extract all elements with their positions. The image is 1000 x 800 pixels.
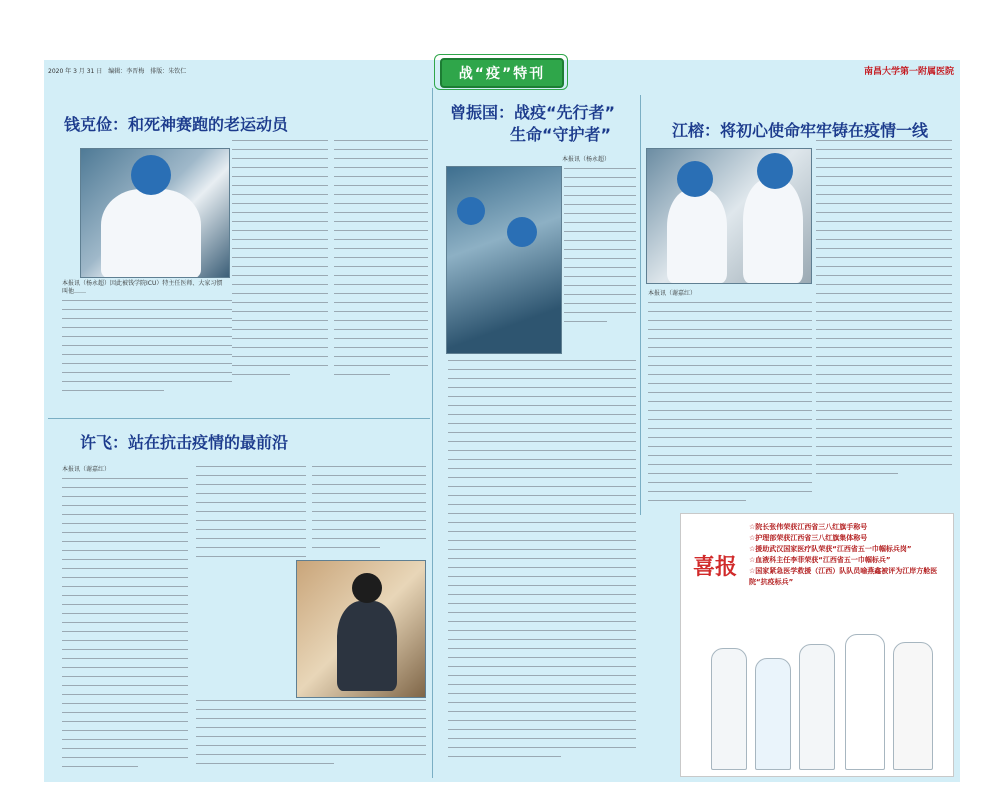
good-news-item: ☆援助武汉国家医疗队荣获“江西省五一巾帼标兵岗” [749,545,912,553]
article-3-text-col2 [448,360,636,774]
good-news-list [749,522,949,588]
divider-left [48,418,430,419]
article-1-text [62,300,232,410]
article-2-text [62,478,188,778]
article-3-title-2: 生命“守护者” [510,125,612,144]
article-2-text-col4 [196,700,426,776]
article-4-text [816,140,952,510]
good-news-box [680,513,954,777]
doctor-illustration [845,634,885,770]
good-news-item: ☆护理部荣获江西省三八红旗集体称号 [749,534,868,542]
article-4-byline: 本报讯（谢嘉红） [648,290,697,297]
article-1-text-col2 [232,140,328,410]
nurse-illustration [711,648,747,770]
good-news-title: 喜报 [693,554,738,580]
nurse-illustration [799,644,835,770]
article-2-photo [296,560,426,698]
nurse-illustration [755,658,791,770]
article-3-photo [446,166,562,354]
article-3-title-1: 曾振国：战疫“先行者” [450,103,616,122]
article-1-photo [80,148,230,278]
article-3-text [564,168,636,348]
article-1-caption: 本报讯（杨永超）因此被钱学院ICU）特主任医师、大家习惯叫他…… [62,280,223,295]
article-4-photo [646,148,812,284]
special-issue-banner: 战“疫”特刊 [440,58,564,88]
issue-date: 2020 年 3 月 31 日 编辑：李晋梅 排版：朱钦仁 [48,68,187,75]
article-1-title: 钱克俭：和死神赛跑的老运动员 [64,115,289,134]
article-3-byline: 本报讯（杨永超） [562,156,611,163]
doctor-illustration [893,642,933,770]
good-news-item: ☆血液科主任李菲荣获“江西省五一巾帼标兵” [749,556,891,564]
article-2-byline: 本报讯（谢嘉红） [62,466,111,473]
article-4-title: 江榕：将初心使命牢牢铸在疫情一线 [672,121,929,140]
article-4-text-col2 [648,302,812,512]
article-1-text-col3 [334,140,428,410]
divider-right [640,95,641,515]
article-2-title: 许飞：站在抗击疫情的最前沿 [80,433,289,452]
divider-mid [432,88,433,778]
article-2-text-col3 [312,466,426,556]
school-name: 南昌大学第一附属医院 [863,67,954,77]
good-news-item: ☆院长张伟荣获江西省三八红旗手称号 [749,523,868,531]
good-news-item: ☆国家紧急医学救援（江西）队队员喻燕鑫被评为江岸方舱医院“抗疫标兵” [749,567,938,586]
